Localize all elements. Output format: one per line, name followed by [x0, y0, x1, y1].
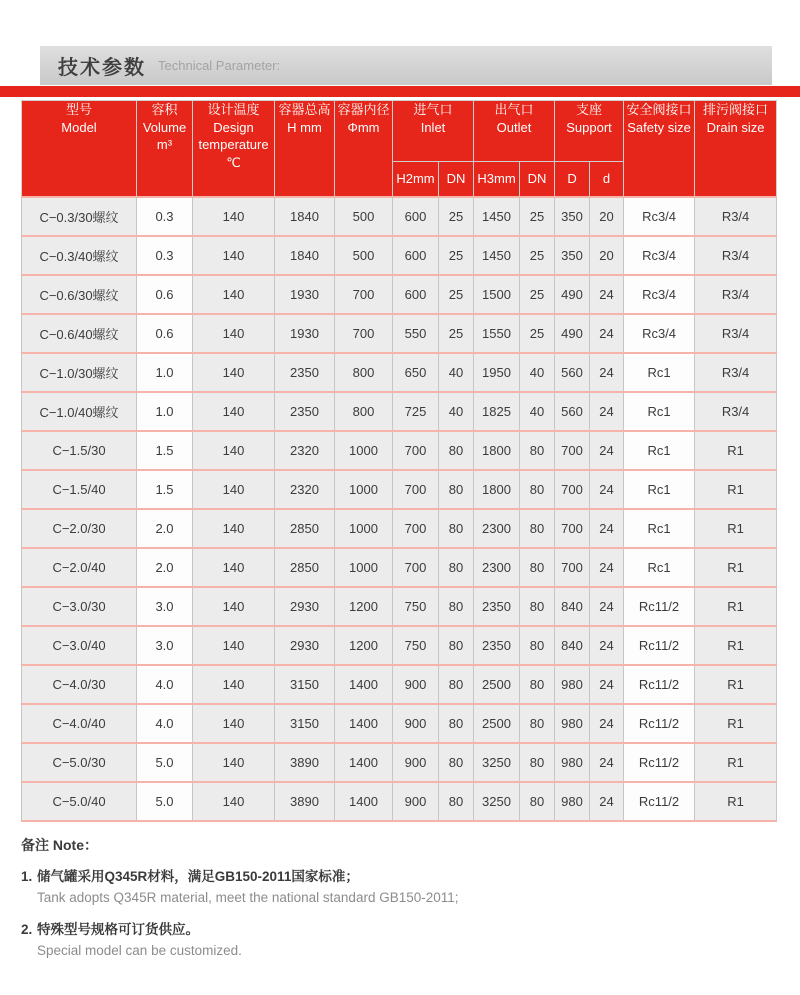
- value-cell: 40: [439, 353, 474, 392]
- value-cell: 1000: [335, 509, 393, 548]
- value-cell: 4.0: [137, 704, 193, 743]
- value-cell: Rc3/4: [624, 275, 695, 314]
- value-cell: 140: [193, 275, 275, 314]
- value-cell: 3890: [275, 782, 335, 821]
- col-header-temp-unit: ℃: [226, 154, 241, 170]
- col-header-drain-size: [695, 101, 777, 198]
- col-header-model-en: Model: [61, 119, 97, 135]
- col-header-volume-unit: m³: [156, 137, 173, 153]
- col-header-outlet-en: Outlet: [496, 119, 532, 135]
- value-cell: 1.0: [137, 353, 193, 392]
- sub-header-outlet-dn: DN: [520, 162, 555, 198]
- value-cell: 700: [335, 314, 393, 353]
- value-cell: Rc1: [624, 548, 695, 587]
- value-cell: 2850: [275, 548, 335, 587]
- value-cell: 80: [439, 665, 474, 704]
- value-cell: R1: [695, 548, 777, 587]
- value-cell: 3.0: [137, 626, 193, 665]
- value-cell: 80: [439, 704, 474, 743]
- col-header-support: [555, 101, 624, 162]
- value-cell: Rc1: [624, 353, 695, 392]
- value-cell: 140: [193, 587, 275, 626]
- value-cell: 840: [555, 626, 590, 665]
- value-cell: 1200: [335, 626, 393, 665]
- value-cell: 900: [393, 743, 439, 782]
- table-row: [22, 782, 777, 821]
- value-cell: 490: [555, 314, 590, 353]
- value-cell: 1400: [335, 665, 393, 704]
- table-row: [22, 392, 777, 431]
- value-cell: 140: [193, 548, 275, 587]
- model-cell: C−3.0/30: [22, 587, 137, 626]
- value-cell: 25: [520, 275, 555, 314]
- value-cell: 980: [555, 782, 590, 821]
- col-header-height-zh: 容器总高: [278, 102, 331, 117]
- value-cell: 2300: [474, 509, 520, 548]
- model-cell: C−1.5/40: [22, 470, 137, 509]
- value-cell: 25: [520, 236, 555, 275]
- value-cell: 80: [520, 431, 555, 470]
- value-cell: Rc1: [624, 431, 695, 470]
- value-cell: R1: [695, 509, 777, 548]
- value-cell: 1450: [474, 236, 520, 275]
- catalog-page: [0, 46, 800, 961]
- value-cell: 560: [555, 392, 590, 431]
- value-cell: 600: [393, 236, 439, 275]
- value-cell: Rc11/2: [624, 665, 695, 704]
- col-header-inlet-zh: 进气口: [413, 102, 453, 117]
- value-cell: 2320: [275, 431, 335, 470]
- value-cell: 2850: [275, 509, 335, 548]
- table-row: [22, 626, 777, 665]
- sub-header-support-d-upper: D: [555, 162, 590, 198]
- value-cell: 5.0: [137, 782, 193, 821]
- value-cell: 80: [520, 470, 555, 509]
- value-cell: R3/4: [695, 314, 777, 353]
- model-cell: C−0.6/30螺纹: [22, 275, 137, 314]
- note-2-number: 2.: [21, 921, 33, 937]
- model-cell: C−5.0/30: [22, 743, 137, 782]
- value-cell: Rc1: [624, 470, 695, 509]
- value-cell: 350: [555, 236, 590, 275]
- value-cell: 25: [439, 236, 474, 275]
- value-cell: 500: [335, 197, 393, 236]
- value-cell: 2350: [474, 626, 520, 665]
- value-cell: 25: [439, 275, 474, 314]
- value-cell: R3/4: [695, 392, 777, 431]
- value-cell: 2.0: [137, 548, 193, 587]
- value-cell: 1000: [335, 431, 393, 470]
- notes-label: 备注 Note：: [21, 837, 98, 853]
- value-cell: 24: [590, 314, 624, 353]
- value-cell: 140: [193, 509, 275, 548]
- col-header-model-zh: 型号: [65, 102, 92, 117]
- value-cell: 80: [520, 509, 555, 548]
- col-header-diameter-en: Φmm: [347, 119, 380, 135]
- value-cell: 700: [393, 470, 439, 509]
- value-cell: R1: [695, 470, 777, 509]
- col-header-total-height: [275, 101, 335, 198]
- value-cell: R1: [695, 626, 777, 665]
- col-header-safety-size: [624, 101, 695, 198]
- value-cell: Rc11/2: [624, 782, 695, 821]
- value-cell: 140: [193, 704, 275, 743]
- value-cell: 24: [590, 743, 624, 782]
- model-cell: C−3.0/40: [22, 626, 137, 665]
- value-cell: 980: [555, 743, 590, 782]
- value-cell: 490: [555, 275, 590, 314]
- value-cell: 1000: [335, 470, 393, 509]
- table-row: [22, 704, 777, 743]
- col-header-safety-zh: 安全阀接口: [626, 102, 692, 117]
- col-header-diameter-zh: 容器内径: [337, 102, 390, 117]
- table-body: [22, 197, 777, 821]
- col-header-outlet-zh: 出气口: [494, 102, 534, 117]
- value-cell: 2350: [275, 353, 335, 392]
- value-cell: 140: [193, 470, 275, 509]
- value-cell: 40: [439, 392, 474, 431]
- section-header: [40, 46, 772, 85]
- value-cell: 2300: [474, 548, 520, 587]
- value-cell: 750: [393, 626, 439, 665]
- value-cell: 24: [590, 665, 624, 704]
- col-header-inner-diameter: [335, 101, 393, 198]
- value-cell: 5.0: [137, 743, 193, 782]
- table-row: [22, 470, 777, 509]
- value-cell: 700: [555, 509, 590, 548]
- value-cell: 24: [590, 353, 624, 392]
- value-cell: 80: [520, 704, 555, 743]
- value-cell: 140: [193, 353, 275, 392]
- note-1-zh: [21, 868, 770, 887]
- value-cell: Rc11/2: [624, 704, 695, 743]
- value-cell: 2320: [275, 470, 335, 509]
- table-row: [22, 509, 777, 548]
- table-header: [22, 101, 777, 198]
- value-cell: 80: [439, 782, 474, 821]
- value-cell: 700: [555, 470, 590, 509]
- table-row: [22, 197, 777, 236]
- model-cell: C−1.0/40螺纹: [22, 392, 137, 431]
- value-cell: 0.3: [137, 236, 193, 275]
- value-cell: 2500: [474, 665, 520, 704]
- value-cell: 24: [590, 392, 624, 431]
- value-cell: 140: [193, 665, 275, 704]
- value-cell: 24: [590, 704, 624, 743]
- value-cell: 1.5: [137, 431, 193, 470]
- value-cell: 140: [193, 392, 275, 431]
- value-cell: 350: [555, 197, 590, 236]
- value-cell: 700: [555, 431, 590, 470]
- value-cell: 1840: [275, 236, 335, 275]
- value-cell: 1800: [474, 470, 520, 509]
- value-cell: 140: [193, 197, 275, 236]
- model-cell: C−0.6/40螺纹: [22, 314, 137, 353]
- value-cell: 80: [520, 587, 555, 626]
- value-cell: 140: [193, 236, 275, 275]
- value-cell: 80: [439, 626, 474, 665]
- table-row: [22, 587, 777, 626]
- value-cell: 0.6: [137, 275, 193, 314]
- note-1-en: Tank adopts Q345R material, meet the national standard GB150-2011;: [37, 889, 459, 905]
- table-row: [22, 743, 777, 782]
- value-cell: Rc1: [624, 509, 695, 548]
- value-cell: 700: [393, 431, 439, 470]
- value-cell: 1400: [335, 704, 393, 743]
- model-cell: C−1.5/30: [22, 431, 137, 470]
- value-cell: 2350: [275, 392, 335, 431]
- value-cell: Rc3/4: [624, 197, 695, 236]
- value-cell: 25: [520, 197, 555, 236]
- value-cell: 80: [520, 782, 555, 821]
- value-cell: 560: [555, 353, 590, 392]
- value-cell: Rc3/4: [624, 314, 695, 353]
- value-cell: 24: [590, 509, 624, 548]
- col-header-safety-en: Safety size: [627, 119, 691, 135]
- table-row: [22, 431, 777, 470]
- value-cell: Rc11/2: [624, 626, 695, 665]
- sub-header-support-d-lower: d: [590, 162, 624, 198]
- value-cell: 650: [393, 353, 439, 392]
- value-cell: 1550: [474, 314, 520, 353]
- value-cell: 700: [393, 548, 439, 587]
- model-cell: C−0.3/30螺纹: [22, 197, 137, 236]
- value-cell: R1: [695, 431, 777, 470]
- value-cell: R1: [695, 743, 777, 782]
- value-cell: R3/4: [695, 353, 777, 392]
- value-cell: 40: [520, 353, 555, 392]
- red-accent-bar: [0, 86, 800, 97]
- value-cell: 1400: [335, 743, 393, 782]
- section-title-en: Technical Parameter:: [158, 58, 281, 73]
- value-cell: 700: [555, 548, 590, 587]
- note-2-zh-text: 特殊型号规格可订货供应。: [37, 921, 199, 937]
- technical-parameter-table: [21, 100, 777, 822]
- value-cell: 3250: [474, 743, 520, 782]
- value-cell: R1: [695, 587, 777, 626]
- value-cell: 1450: [474, 197, 520, 236]
- value-cell: 1930: [275, 275, 335, 314]
- value-cell: 80: [520, 743, 555, 782]
- value-cell: 1.5: [137, 470, 193, 509]
- value-cell: 80: [520, 548, 555, 587]
- model-cell: C−4.0/30: [22, 665, 137, 704]
- col-header-temp-en1: Design: [213, 119, 254, 135]
- value-cell: 24: [590, 548, 624, 587]
- value-cell: 1800: [474, 431, 520, 470]
- value-cell: 25: [520, 314, 555, 353]
- value-cell: 80: [439, 431, 474, 470]
- value-cell: 1000: [335, 548, 393, 587]
- value-cell: 600: [393, 197, 439, 236]
- value-cell: 725: [393, 392, 439, 431]
- value-cell: 980: [555, 665, 590, 704]
- note-1-number: 1.: [21, 869, 33, 884]
- value-cell: 550: [393, 314, 439, 353]
- value-cell: 24: [590, 587, 624, 626]
- col-header-volume-zh: 容积: [151, 102, 178, 117]
- value-cell: 1825: [474, 392, 520, 431]
- note-item-1: [21, 868, 770, 908]
- value-cell: Rc1: [624, 392, 695, 431]
- value-cell: R3/4: [695, 275, 777, 314]
- notes-section: [21, 835, 770, 961]
- value-cell: 700: [335, 275, 393, 314]
- value-cell: 980: [555, 704, 590, 743]
- col-header-model: [22, 101, 137, 198]
- value-cell: 80: [439, 587, 474, 626]
- value-cell: Rc11/2: [624, 587, 695, 626]
- col-header-height-en: H mm: [287, 119, 322, 135]
- section-title-zh: 技术参数: [58, 57, 146, 79]
- value-cell: 24: [590, 470, 624, 509]
- value-cell: 2930: [275, 626, 335, 665]
- value-cell: 24: [590, 626, 624, 665]
- col-header-temp-en2: temperature: [198, 137, 269, 153]
- value-cell: 0.3: [137, 197, 193, 236]
- note-1-zh-text: 储气罐采用Q345R材料，满足GB150-2011国家标准；: [37, 869, 359, 884]
- value-cell: 20: [590, 197, 624, 236]
- value-cell: 24: [590, 782, 624, 821]
- value-cell: 80: [520, 665, 555, 704]
- value-cell: 1840: [275, 197, 335, 236]
- value-cell: 3.0: [137, 587, 193, 626]
- value-cell: 3890: [275, 743, 335, 782]
- value-cell: 800: [335, 353, 393, 392]
- value-cell: 500: [335, 236, 393, 275]
- value-cell: 1400: [335, 782, 393, 821]
- value-cell: 900: [393, 782, 439, 821]
- col-header-volume-en: Volume: [142, 119, 187, 135]
- col-header-volume: [137, 101, 193, 198]
- value-cell: 80: [439, 509, 474, 548]
- value-cell: 20: [590, 236, 624, 275]
- value-cell: 800: [335, 392, 393, 431]
- value-cell: 700: [393, 509, 439, 548]
- table-row: [22, 548, 777, 587]
- sub-header-h2mm: H2mm: [393, 162, 439, 198]
- value-cell: 2350: [474, 587, 520, 626]
- value-cell: 40: [520, 392, 555, 431]
- table-row: [22, 665, 777, 704]
- model-cell: C−2.0/30: [22, 509, 137, 548]
- col-header-outlet: [474, 101, 555, 162]
- col-header-design-temperature: [193, 101, 275, 198]
- value-cell: 140: [193, 314, 275, 353]
- value-cell: 140: [193, 626, 275, 665]
- model-cell: C−5.0/40: [22, 782, 137, 821]
- model-cell: C−4.0/40: [22, 704, 137, 743]
- value-cell: 4.0: [137, 665, 193, 704]
- value-cell: 25: [439, 314, 474, 353]
- col-header-temp-zh: 设计温度: [207, 102, 260, 117]
- value-cell: 1200: [335, 587, 393, 626]
- table-row: [22, 236, 777, 275]
- col-header-support-zh: 支座: [576, 102, 603, 117]
- value-cell: 140: [193, 782, 275, 821]
- value-cell: 2930: [275, 587, 335, 626]
- value-cell: 80: [439, 548, 474, 587]
- value-cell: 3250: [474, 782, 520, 821]
- table-row: [22, 314, 777, 353]
- value-cell: 2.0: [137, 509, 193, 548]
- note-item-2: [21, 921, 770, 961]
- value-cell: 600: [393, 275, 439, 314]
- value-cell: 24: [590, 275, 624, 314]
- value-cell: 140: [193, 431, 275, 470]
- value-cell: 1930: [275, 314, 335, 353]
- model-cell: C−0.3/40螺纹: [22, 236, 137, 275]
- sub-header-inlet-dn: DN: [439, 162, 474, 198]
- value-cell: 900: [393, 704, 439, 743]
- value-cell: Rc11/2: [624, 743, 695, 782]
- value-cell: 140: [193, 743, 275, 782]
- sub-header-h3mm: H3mm: [474, 162, 520, 198]
- value-cell: 25: [439, 197, 474, 236]
- value-cell: 900: [393, 665, 439, 704]
- note-2-zh: [21, 921, 770, 940]
- value-cell: 1500: [474, 275, 520, 314]
- value-cell: R3/4: [695, 236, 777, 275]
- value-cell: 1.0: [137, 392, 193, 431]
- col-header-inlet: [393, 101, 474, 162]
- value-cell: 80: [520, 626, 555, 665]
- table-row: [22, 353, 777, 392]
- value-cell: R1: [695, 782, 777, 821]
- note-2-en: Special model can be customized.: [37, 942, 242, 958]
- value-cell: 24: [590, 431, 624, 470]
- col-header-inlet-en: Inlet: [420, 119, 446, 135]
- value-cell: R1: [695, 704, 777, 743]
- value-cell: 80: [439, 743, 474, 782]
- value-cell: 3150: [275, 665, 335, 704]
- model-cell: C−2.0/40: [22, 548, 137, 587]
- value-cell: 750: [393, 587, 439, 626]
- col-header-support-en: Support: [566, 119, 612, 135]
- value-cell: 1950: [474, 353, 520, 392]
- value-cell: 840: [555, 587, 590, 626]
- value-cell: 2500: [474, 704, 520, 743]
- value-cell: R1: [695, 665, 777, 704]
- col-header-drain-zh: 排污阀接口: [703, 102, 769, 117]
- table-row: [22, 275, 777, 314]
- col-header-drain-en: Drain size: [706, 119, 765, 135]
- value-cell: R3/4: [695, 197, 777, 236]
- value-cell: 80: [439, 470, 474, 509]
- value-cell: 0.6: [137, 314, 193, 353]
- model-cell: C−1.0/30螺纹: [22, 353, 137, 392]
- value-cell: Rc3/4: [624, 236, 695, 275]
- value-cell: 3150: [275, 704, 335, 743]
